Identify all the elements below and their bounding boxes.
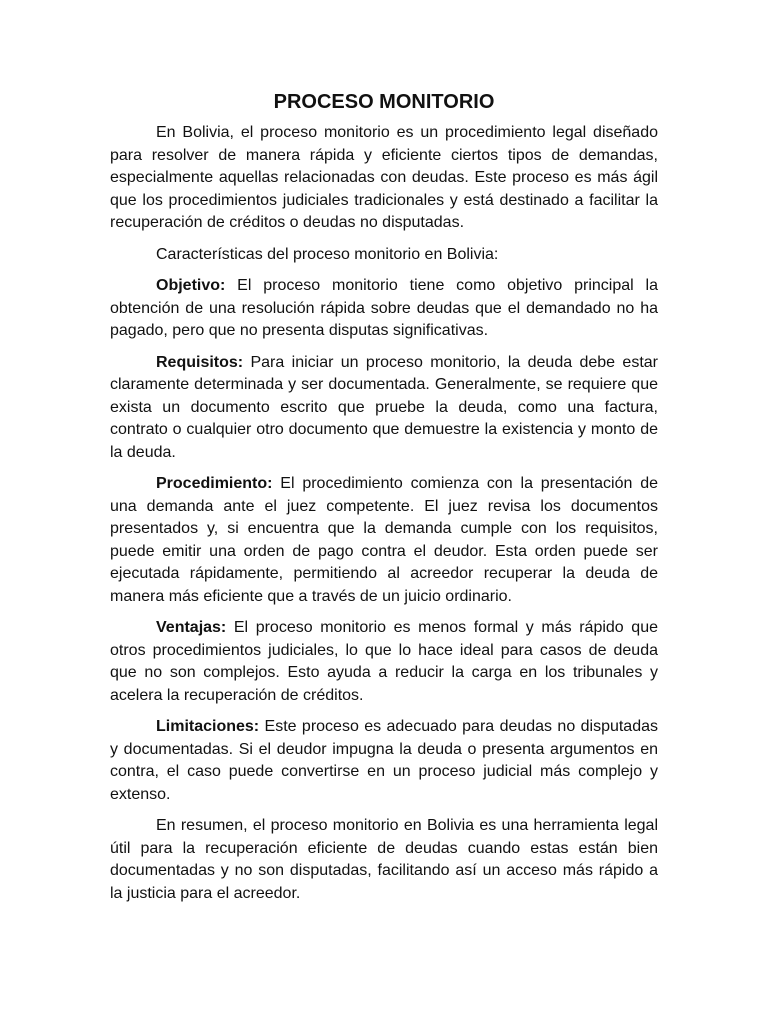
- document-title: PROCESO MONITORIO: [273, 91, 495, 113]
- section-label: Limitaciones:: [156, 718, 260, 735]
- section-text: El proceso monitorio es menos formal y más rápido que otros procedimientos judiciales, lo que lo hace ideal para casos de deuda que no son complejos. Esto ayuda a reducir la carga en los tribunales y acelera la recuperación de créditos.: [110, 619, 658, 704]
- conclusion-paragraph: En resumen, el proceso monitorio en Bolivia es una herramienta legal útil para la recuperación eficiente de deudas cuando estas están bien documentadas y no son disputadas, facilitando así un acceso más rápido a la justicia para el acreedor.: [110, 817, 658, 902]
- section-ventajas: [110, 617, 658, 707]
- section-text: Este proceso es adecuado para deudas no disputadas y documentadas. Si el deudor impugna la deuda o presenta argumentos en contra, el caso puede convertirse en un proceso judicial más complejo y extenso.: [110, 718, 658, 803]
- section-text: Para iniciar un proceso monitorio, la deuda debe estar claramente determinada y ser documentada. Generalmente, se requiere que exista un documento escrito que pruebe la deuda, como una factura, contrato o cualquier otro documento que demuestre la existencia y monto de la deuda.: [110, 353, 658, 461]
- section-procedimiento: [110, 473, 658, 608]
- section-label: Objetivo:: [156, 277, 226, 294]
- section-label: Requisitos:: [156, 353, 244, 371]
- intro-paragraph: En Bolivia, el proceso monitorio es un procedimiento legal diseñado para resolver de manera rápida y eficiente ciertos tipos de demandas, especialmente aquellas relacionadas con deudas. Este proceso es más ágil que los procedimientos judiciales tradicionales y está destinado a facilitar la recuperación de créditos o deudas no disputadas.: [110, 124, 658, 231]
- section-text: El proceso monitorio tiene como objetivo principal la obtención de una resolución rápida sobre deudas que el demandado no ha pagado, pero que no presenta disputas significativas.: [110, 277, 658, 339]
- section-label: Procedimiento:: [156, 475, 273, 492]
- document-page: [110, 88, 658, 914]
- section-limitaciones: [110, 716, 658, 806]
- section-text: El procedimiento comienza con la presentación de una demanda ante el juez competente. El juez revisa los documentos presentados y, si encuentra que la demanda cumple con los requisitos, puede emitir una orden de pago contra el deudor. Esta orden puede ser ejecutada rápidamente, permitiendo al acreedor recuperar la deuda de manera más eficiente que a través de un juicio ordinario.: [110, 475, 658, 605]
- section-objetivo: [110, 275, 658, 343]
- characteristics-heading: Características del proceso monitorio en Bolivia:: [156, 245, 499, 263]
- section-requisitos: [110, 352, 658, 465]
- section-label: Ventajas:: [156, 619, 227, 636]
